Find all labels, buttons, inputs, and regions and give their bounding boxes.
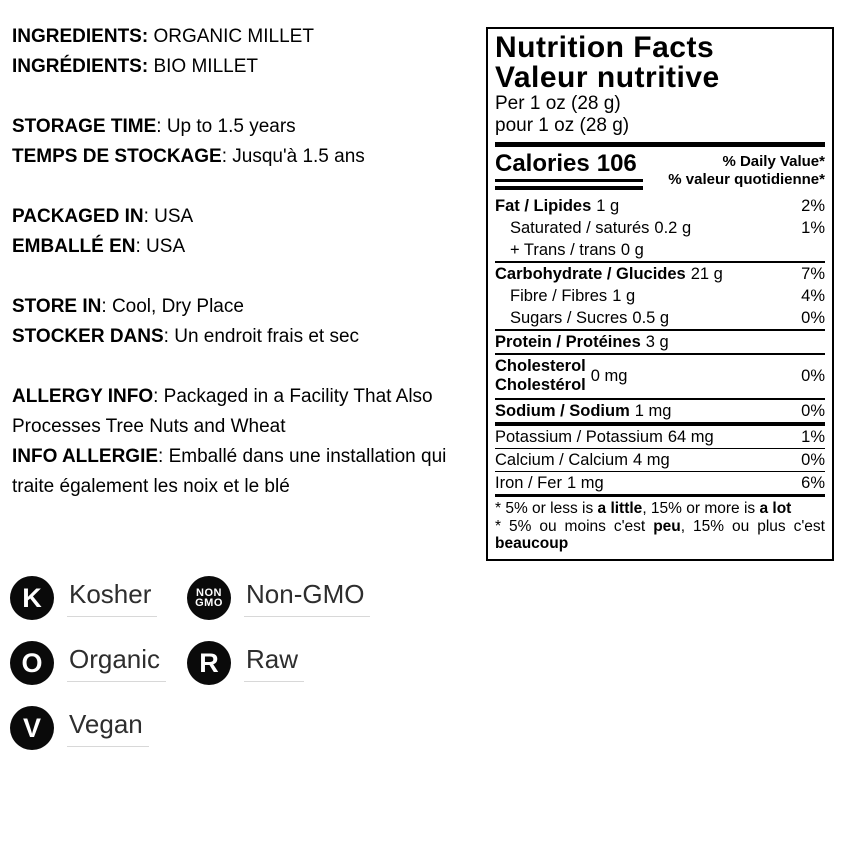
kosher-icon [10, 576, 54, 620]
nutrient-pct: 6% [801, 474, 825, 492]
nutrient-amount: 21 g [690, 265, 723, 283]
footnote-en-bold2: a lot [759, 500, 792, 517]
nutrition-title-fr: Valeur nutritive [495, 61, 720, 94]
non-gmo-line1: NON [196, 586, 222, 599]
serving-size-fr: pour 1 oz (28 g) [495, 115, 630, 136]
badge-label-organic: Organic [67, 644, 166, 682]
calories-label: Calories [495, 150, 590, 177]
ingredients-value-fr: BIO MILLET [148, 56, 258, 77]
footnote-fr [495, 518, 825, 553]
cholesterol-names [495, 357, 586, 395]
ingredients-value-en: ORGANIC MILLET [148, 26, 314, 47]
store-in-label-fr: STOCKER DANS [12, 326, 164, 347]
calories-text [495, 151, 643, 182]
calories-value: 106 [596, 150, 637, 177]
cholesterol-name-en: Cholesterol [495, 357, 586, 375]
daily-value-en: % Daily Value* [722, 153, 825, 170]
nutrition-title-en: Nutrition Facts [495, 31, 715, 64]
badge-raw [187, 641, 304, 685]
nutrient-amount: 0 mg [590, 366, 628, 385]
nutrient-row-fat [495, 195, 825, 217]
footnote [495, 497, 825, 553]
calories-row [495, 149, 825, 195]
nutrition-facts-panel [486, 27, 834, 561]
daily-value-fr: % valeur quotidienne* [668, 171, 825, 188]
storage-time-group [12, 112, 472, 172]
storage-time-value-en: : Up to 1.5 years [156, 116, 296, 137]
organic-letter: O [21, 647, 43, 678]
badge-vegan [10, 706, 149, 750]
footnote-fr-bold1: peu [653, 517, 681, 535]
nutrient-name: Fat / Lipides [495, 197, 592, 215]
nutrient-amount: 1 g [596, 197, 620, 215]
certification-badges [10, 576, 370, 750]
nutrient-amount: 0.2 g [654, 219, 692, 237]
nutrient-name: Protein / Protéines [495, 333, 641, 351]
nutrient-row-sodium [495, 400, 825, 426]
packaged-in-value-en: : USA [143, 206, 194, 227]
nutrient-amount: 64 mg [667, 428, 714, 446]
allergy-value-fr: : Emballé dans une installation qui traite également les noix et le blé [12, 446, 447, 497]
nutrient-pct: 0% [801, 451, 825, 469]
nutrient-row-trans [495, 239, 825, 263]
nutrient-pct: 2% [801, 197, 825, 215]
vegan-letter: V [22, 712, 41, 743]
nutrient-amount: 0 g [620, 241, 644, 259]
nutrient-row-iron [495, 472, 825, 497]
nutrient-pct: 0% [801, 402, 825, 420]
calories-underline [495, 151, 643, 190]
storage-time-label-en: STORAGE TIME [12, 116, 157, 137]
nutrient-name: Sodium / Sodium [495, 402, 630, 420]
nutrient-name: Carbohydrate / Glucides [495, 265, 686, 283]
footnote-fr-text2: , 15% ou plus c'est [680, 517, 825, 535]
nutrient-row-calcium [495, 449, 825, 472]
nutrient-amount: 1 mg [566, 474, 604, 492]
nutrient-pct: 0% [801, 309, 825, 327]
badge-label-vegan: Vegan [67, 709, 149, 747]
divider-thick [495, 142, 825, 147]
footnote-en [495, 500, 825, 518]
ingredients-group [12, 22, 472, 82]
allergy-info-group [12, 382, 472, 502]
nutrient-name: Potassium / Potassium [495, 428, 663, 446]
ingredients-label-fr: INGRÉDIENTS: [12, 56, 149, 77]
nutrient-amount: 4 mg [632, 451, 670, 469]
cholesterol-name-fr: Cholestérol [495, 376, 586, 394]
store-in-label-en: STORE IN [12, 296, 102, 317]
non-gmo-line2: GMO [195, 597, 223, 609]
store-in-line-en [12, 292, 472, 322]
packaged-in-line-en [12, 202, 472, 232]
nutrient-name: Saturated / saturés [510, 219, 650, 237]
storage-time-line-en [12, 112, 472, 142]
allergy-value-en: : Packaged in a Facility That Also Processes Tree Nuts and Wheat [12, 386, 433, 437]
badge-kosher [10, 576, 157, 620]
raw-letter: R [199, 647, 219, 678]
store-in-line-fr [12, 322, 472, 352]
store-in-value-fr: : Un endroit frais et sec [163, 326, 360, 347]
nutrient-row-potassium [495, 426, 825, 449]
packaged-in-line-fr [12, 232, 472, 262]
allergy-line-fr [12, 442, 472, 502]
nutrient-name: Calcium / Calcium [495, 451, 628, 469]
nutrient-amount: 0.5 g [632, 309, 670, 327]
footnote-en-bold1: a little [597, 500, 643, 517]
store-in-group [12, 292, 472, 352]
nutrient-row-saturated [495, 217, 825, 239]
nutrient-pct: 1% [801, 428, 825, 446]
packaged-in-group [12, 202, 472, 262]
nutrient-pct: 4% [801, 287, 825, 305]
badge-non-gmo [187, 576, 370, 620]
serving-size-en: Per 1 oz (28 g) [495, 93, 621, 114]
allergy-line-en [12, 382, 472, 442]
footnote-fr-bold2: beaucoup [495, 535, 569, 552]
vegan-icon [10, 706, 54, 750]
ingredients-line-en [12, 22, 472, 52]
organic-icon [10, 641, 54, 685]
packaged-in-label-en: PACKAGED IN [12, 206, 144, 227]
ingredients-label-en: INGREDIENTS: [12, 26, 149, 47]
badge-label-raw: Raw [244, 644, 304, 682]
nutrient-name: + Trans / trans [510, 241, 616, 259]
packaged-in-label-fr: EMBALLÉ EN [12, 236, 136, 257]
nutrient-row-protein [495, 331, 825, 355]
allergy-label-en: ALLERGY INFO [12, 386, 154, 407]
kosher-letter: K [22, 582, 42, 613]
badge-label-kosher: Kosher [67, 579, 157, 617]
nutrient-name: Iron / Fer [495, 474, 562, 492]
allergy-label-fr: INFO ALLERGIE [12, 446, 159, 467]
product-info-panel [12, 22, 472, 532]
nutrient-row-sugars [495, 307, 825, 331]
nutrient-amount: 1 mg [634, 402, 672, 420]
nutrient-name: Sugars / Sucres [510, 309, 628, 327]
store-in-value-en: : Cool, Dry Place [101, 296, 244, 317]
storage-time-label-fr: TEMPS DE STOCKAGE [12, 146, 222, 167]
raw-icon [187, 641, 231, 685]
packaged-in-value-fr: : USA [135, 236, 186, 257]
nutrient-pct: 0% [801, 366, 825, 385]
footnote-en-text1: * 5% or less is [495, 500, 598, 517]
footnote-en-text2: , 15% or more is [642, 500, 760, 517]
badge-label-non-gmo: Non-GMO [244, 579, 370, 617]
nutrient-pct: 1% [801, 219, 825, 237]
ingredients-line-fr [12, 52, 472, 82]
non-gmo-icon [187, 576, 231, 620]
daily-value-header [668, 151, 825, 189]
badge-organic [10, 641, 166, 685]
nutrient-amount: 3 g [645, 333, 669, 351]
storage-time-value-fr: : Jusqu'à 1.5 ans [221, 146, 365, 167]
nutrient-name: Fibre / Fibres [510, 287, 608, 305]
nutrient-row-carbohydrate [495, 263, 825, 285]
nutrient-amount: 1 g [612, 287, 636, 305]
nutrient-row-cholesterol [495, 355, 825, 400]
nutrient-row-fibre [495, 285, 825, 307]
storage-time-line-fr [12, 142, 472, 172]
nutrient-pct: 7% [801, 265, 825, 283]
footnote-fr-text1: * 5% ou moins c'est [495, 517, 654, 535]
